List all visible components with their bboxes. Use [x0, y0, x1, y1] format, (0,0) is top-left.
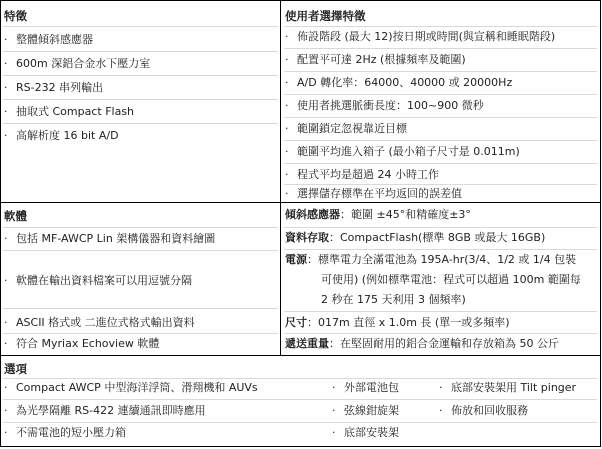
- divider: [284, 311, 597, 312]
- divider: [3, 378, 597, 379]
- software-heading: 軟體: [4, 209, 27, 223]
- list-item: · 抽取式 Compact Flash: [4, 105, 135, 118]
- list-item: · 600m 深鋁合金水下壓力室: [4, 57, 151, 70]
- divider: [3, 99, 278, 100]
- user-options-heading: 使用者選擇特徵: [285, 9, 366, 23]
- list-item: · 為光學隔離 RS-422 連續通訊即時應用: [4, 404, 206, 417]
- spec-storage: 資料存取：CompactFlash(標準 8GB 或最大 16GB): [285, 231, 546, 244]
- spec-size: 尺寸：017m 直徑 x 1.0m 長 (單一或多頻率): [285, 316, 510, 329]
- list-item: · 範圍平均進入箱子 (最小箱子尺寸是 0.011m): [285, 145, 520, 158]
- list-item: · 佈設階段 (最大 12)按日期或時間(與宣稱和睡眠階段): [285, 30, 556, 43]
- list-item: · Compact AWCP 中型海洋浮筒、滑翔機和 AUVs: [4, 381, 258, 394]
- list-item: · 佈放和回收服務: [439, 404, 528, 417]
- list-item: · 外部電池包: [332, 381, 399, 394]
- features-cell: [0, 0, 281, 203]
- spec-tilt: 傾斜感應器：範圍 ±45°和精確度±3°: [285, 208, 471, 221]
- divider: [284, 163, 597, 164]
- list-item: · 包括 MF-AWCP Lin 架構儀器和資料繪圖: [4, 232, 216, 245]
- divider: [3, 227, 278, 228]
- divider: [284, 140, 597, 141]
- list-item: · 高解析度 16 bit A/D: [4, 129, 119, 142]
- specs-cell: [281, 203, 601, 356]
- list-item: · RS-232 串列輸出: [4, 81, 104, 94]
- divider: [284, 184, 597, 185]
- list-item: · 底部安裝架用 Tilt pinger: [439, 381, 577, 394]
- divider: [3, 308, 278, 309]
- list-item: · 選擇儲存標準在平均返回的誤差值: [285, 187, 462, 200]
- software-cell: [0, 203, 281, 356]
- divider: [284, 333, 597, 334]
- divider: [3, 75, 278, 76]
- list-item: · ASCII 格式或 二進位式格式輸出資料: [4, 316, 195, 329]
- spec-weight: 遞送重量：在堅固耐用的鋁合金運輸和存放箱為 50 公斤: [285, 337, 559, 350]
- divider: [284, 26, 597, 27]
- user-options-cell: [281, 0, 601, 203]
- divider: [3, 399, 597, 400]
- list-item: · 範圍鎖定忽視靠近目標: [285, 122, 407, 135]
- divider: [284, 48, 597, 49]
- list-item: · 符合 Myriax Echoview 軟體: [4, 337, 160, 350]
- divider: [284, 117, 597, 118]
- divider: [284, 227, 597, 228]
- list-item: · 配置平可達 2Hz (根據頻率及範圍): [285, 53, 466, 66]
- divider: [3, 333, 278, 334]
- divider: [284, 71, 597, 72]
- list-item: · 弦線鉗旋架: [332, 404, 399, 417]
- spec-power-line-3: 2 秒在 175 天利用 3 個頻率): [321, 293, 466, 306]
- extras-heading: 選項: [4, 362, 27, 376]
- divider: [3, 26, 278, 27]
- divider: [284, 94, 597, 95]
- list-item: · 不需電池的短小壓力箱: [4, 426, 126, 439]
- divider: [3, 250, 278, 251]
- divider: [3, 422, 597, 423]
- extras-cell: [0, 356, 601, 447]
- list-item: · 整體傾斜感應器: [4, 33, 93, 46]
- divider: [3, 51, 278, 52]
- list-item: · A/D 轉化率：64000、40000 或 20000Hz: [285, 76, 513, 89]
- list-item: · 程式平均是超過 24 小時工作: [285, 168, 439, 181]
- list-item: · 底部安裝架: [332, 426, 399, 439]
- divider: [3, 123, 278, 124]
- list-item: · 軟體在輸出資料檔案可以用逗號分隔: [4, 274, 192, 287]
- divider: [284, 249, 597, 250]
- spec-power: 電源：標準電力全滿電池為 195A-hr(3/4、1/2 或 1/4 包裝: [285, 253, 577, 266]
- features-heading: 特徵: [4, 9, 27, 23]
- list-item: · 使用者挑選脈衝長度：100~900 微秒: [285, 99, 484, 112]
- spec-power-line-2: 可使用) (例如標準電池：程式可以超過 100m 範圍每: [321, 273, 581, 286]
